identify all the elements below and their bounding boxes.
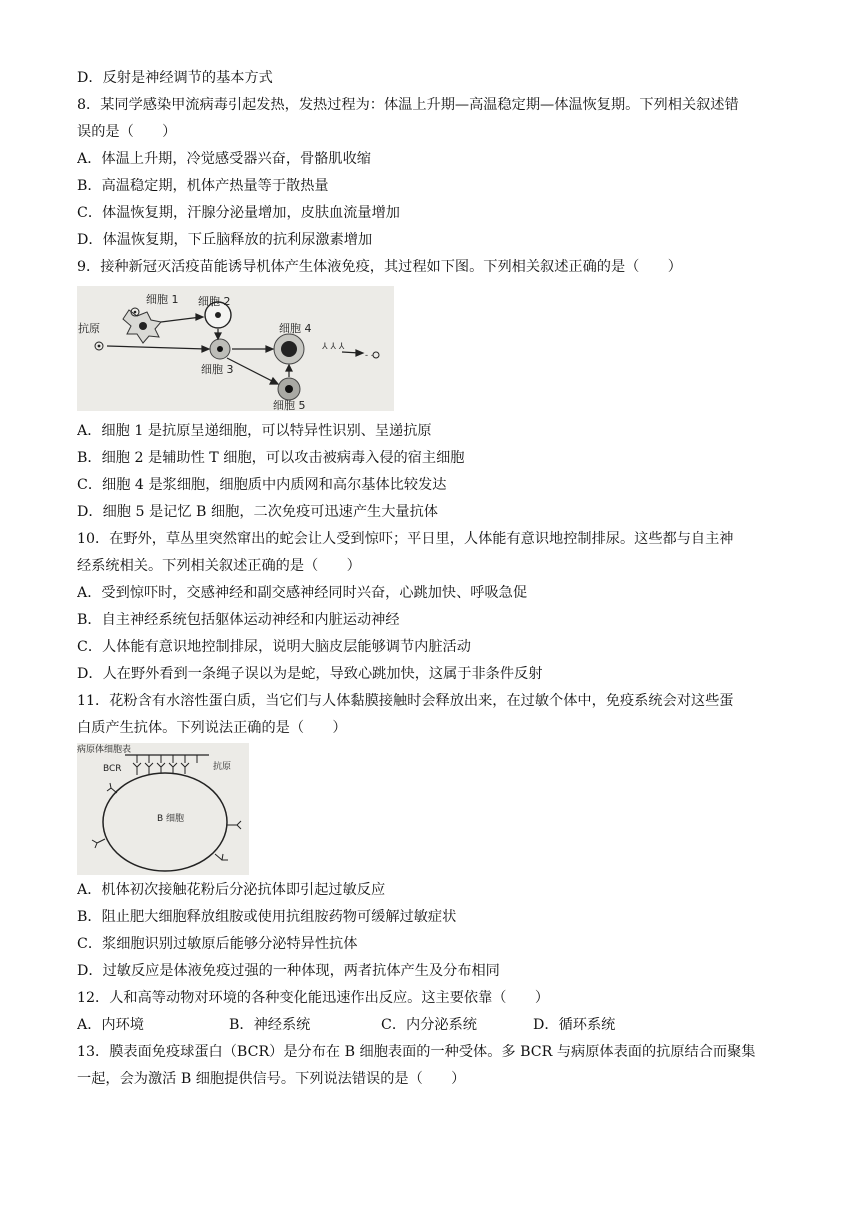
cell2-label: 细胞 2 (198, 295, 231, 308)
cell3-label: 细胞 3 (201, 363, 234, 376)
bcr-figure (77, 743, 249, 875)
q11-option-d: D．过敏反应是体液免疫过强的一种体现，两者抗体产生及分布相同 (77, 963, 500, 979)
q11-option-b: B．阻止肥大细胞释放组胺或使用抗组胺药物可缓解过敏症状 (77, 909, 457, 925)
q9-option-c: C．细胞 4 是浆细胞，细胞质中内质网和高尔基体比较发达 (77, 477, 447, 493)
bcr-label: BCR (103, 764, 122, 774)
antigen-label: 抗原 (78, 322, 100, 335)
q7-option-d: D．反射是神经调节的基本方式 (77, 70, 273, 86)
q11-option-a: A．机体初次接触花粉后分泌抗体即引起过敏反应 (77, 882, 386, 898)
q12-option-b: B．神经系统 (229, 1017, 311, 1033)
cell2-nucleus (215, 312, 221, 318)
bcr-diagram (77, 743, 249, 875)
q8-stem-line2: 误的是（ ） (77, 124, 177, 140)
q11-option-c: C．浆细胞识别过敏原后能够分泌特异性抗体 (77, 936, 358, 952)
bcr-receptors (92, 763, 241, 860)
q13-stem-line2: 一起，会为激活 B 细胞提供信号。下列说法错误的是（ ） (77, 1071, 466, 1087)
q12-option-a: A．内环境 (77, 1017, 144, 1033)
q8-stem-line1: 8．某同学感染甲流病毒引起发热，发热过程为：体温上升期—高温稳定期—体温恢复期。下列相关叙述错 (77, 97, 739, 113)
q12-stem: 12．人和高等动物对环境的各种变化能迅速作出反应。这主要依靠（ ） (77, 990, 550, 1006)
cell4-nucleus (281, 341, 297, 357)
q10-stem-line2: 经系统相关。下列相关叙述正确的是（ ） (77, 558, 361, 574)
q12-options (77, 1015, 797, 1035)
q10-option-c: C．人体能有意识地控制排尿，说明大脑皮层能够调节内脏活动 (77, 639, 471, 655)
antigen-label-2: 抗原 (213, 762, 232, 772)
q12-option-c: C．内分泌系统 (381, 1017, 477, 1033)
humoral-immunity-figure (77, 286, 394, 411)
b-cell-label: B 细胞 (157, 814, 185, 824)
cell4-label: 细胞 4 (279, 322, 312, 335)
cell5-nucleus (285, 385, 293, 393)
q8-option-d: D．体温恢复期，下丘脑释放的抗利尿激素增加 (77, 232, 373, 248)
q9-stem: 9．接种新冠灭活疫苗能诱导机体产生体液免疫，其过程如下图。下列相关叙述正确的是（ ） (77, 259, 682, 275)
q11-stem-line1: 11．花粉含有水溶性蛋白质，当它们与人体黏膜接触时会释放出来，在过敏个体中，免疫系统会对这些蛋 (77, 693, 734, 709)
humoral-immunity-diagram (77, 286, 394, 411)
q8-option-c: C．体温恢复期，汗腺分泌量增加，皮肤血流量增加 (77, 205, 400, 221)
cell3-nucleus (217, 346, 223, 352)
cell1-label: 细胞 1 (146, 293, 179, 306)
svg-text:- -: - - (365, 351, 374, 361)
pathogen-spikes (137, 755, 197, 763)
q9-option-d: D．细胞 5 是记忆 B 细胞，二次免疫可迅速产生大量抗体 (77, 504, 438, 520)
q10-option-d: D．人在野外看到一条绳子误以为是蛇，导致心跳加快，这属于非条件反射 (77, 666, 543, 682)
cell1-nucleus (139, 322, 147, 330)
q8-option-a: A．体温上升期，冷觉感受器兴奋，骨骼肌收缩 (77, 151, 371, 167)
pathogen-surface-label: 病原体细胞表 (77, 745, 132, 755)
q12-option-d: D．循环系统 (533, 1017, 616, 1033)
q13-stem-line1: 13．膜表面免疫球蛋白（BCR）是分布在 B 细胞表面的一种受体。多 BCR 与病原体表面的抗原结合而聚集 (77, 1044, 756, 1060)
q9-option-b: B．细胞 2 是辅助性 T 细胞，可以攻击被病毒入侵的宿主细胞 (77, 450, 465, 466)
q8-option-b: B．高温稳定期，机体产热量等于散热量 (77, 178, 329, 194)
q9-option-a: A．细胞 1 是抗原呈递细胞，可以特异性识别、呈递抗原 (77, 423, 432, 439)
q10-option-a: A．受到惊吓时，交感神经和副交感神经同时兴奋，心跳加快、呼吸急促 (77, 585, 528, 601)
q10-stem-line1: 10．在野外，草丛里突然窜出的蛇会让人受到惊吓；平日里，人体能有意识地控制排尿。这些都与自主神 (77, 531, 734, 547)
antibody-glyphs: ⅄ ⅄ ⅄ (322, 342, 345, 352)
cell5-label: 细胞 5 (273, 399, 306, 411)
q10-option-b: B．自主神经系统包括躯体运动神经和内脏运动神经 (77, 612, 400, 628)
q11-stem-line2: 白质产生抗体。下列说法正确的是（ ） (77, 720, 347, 736)
